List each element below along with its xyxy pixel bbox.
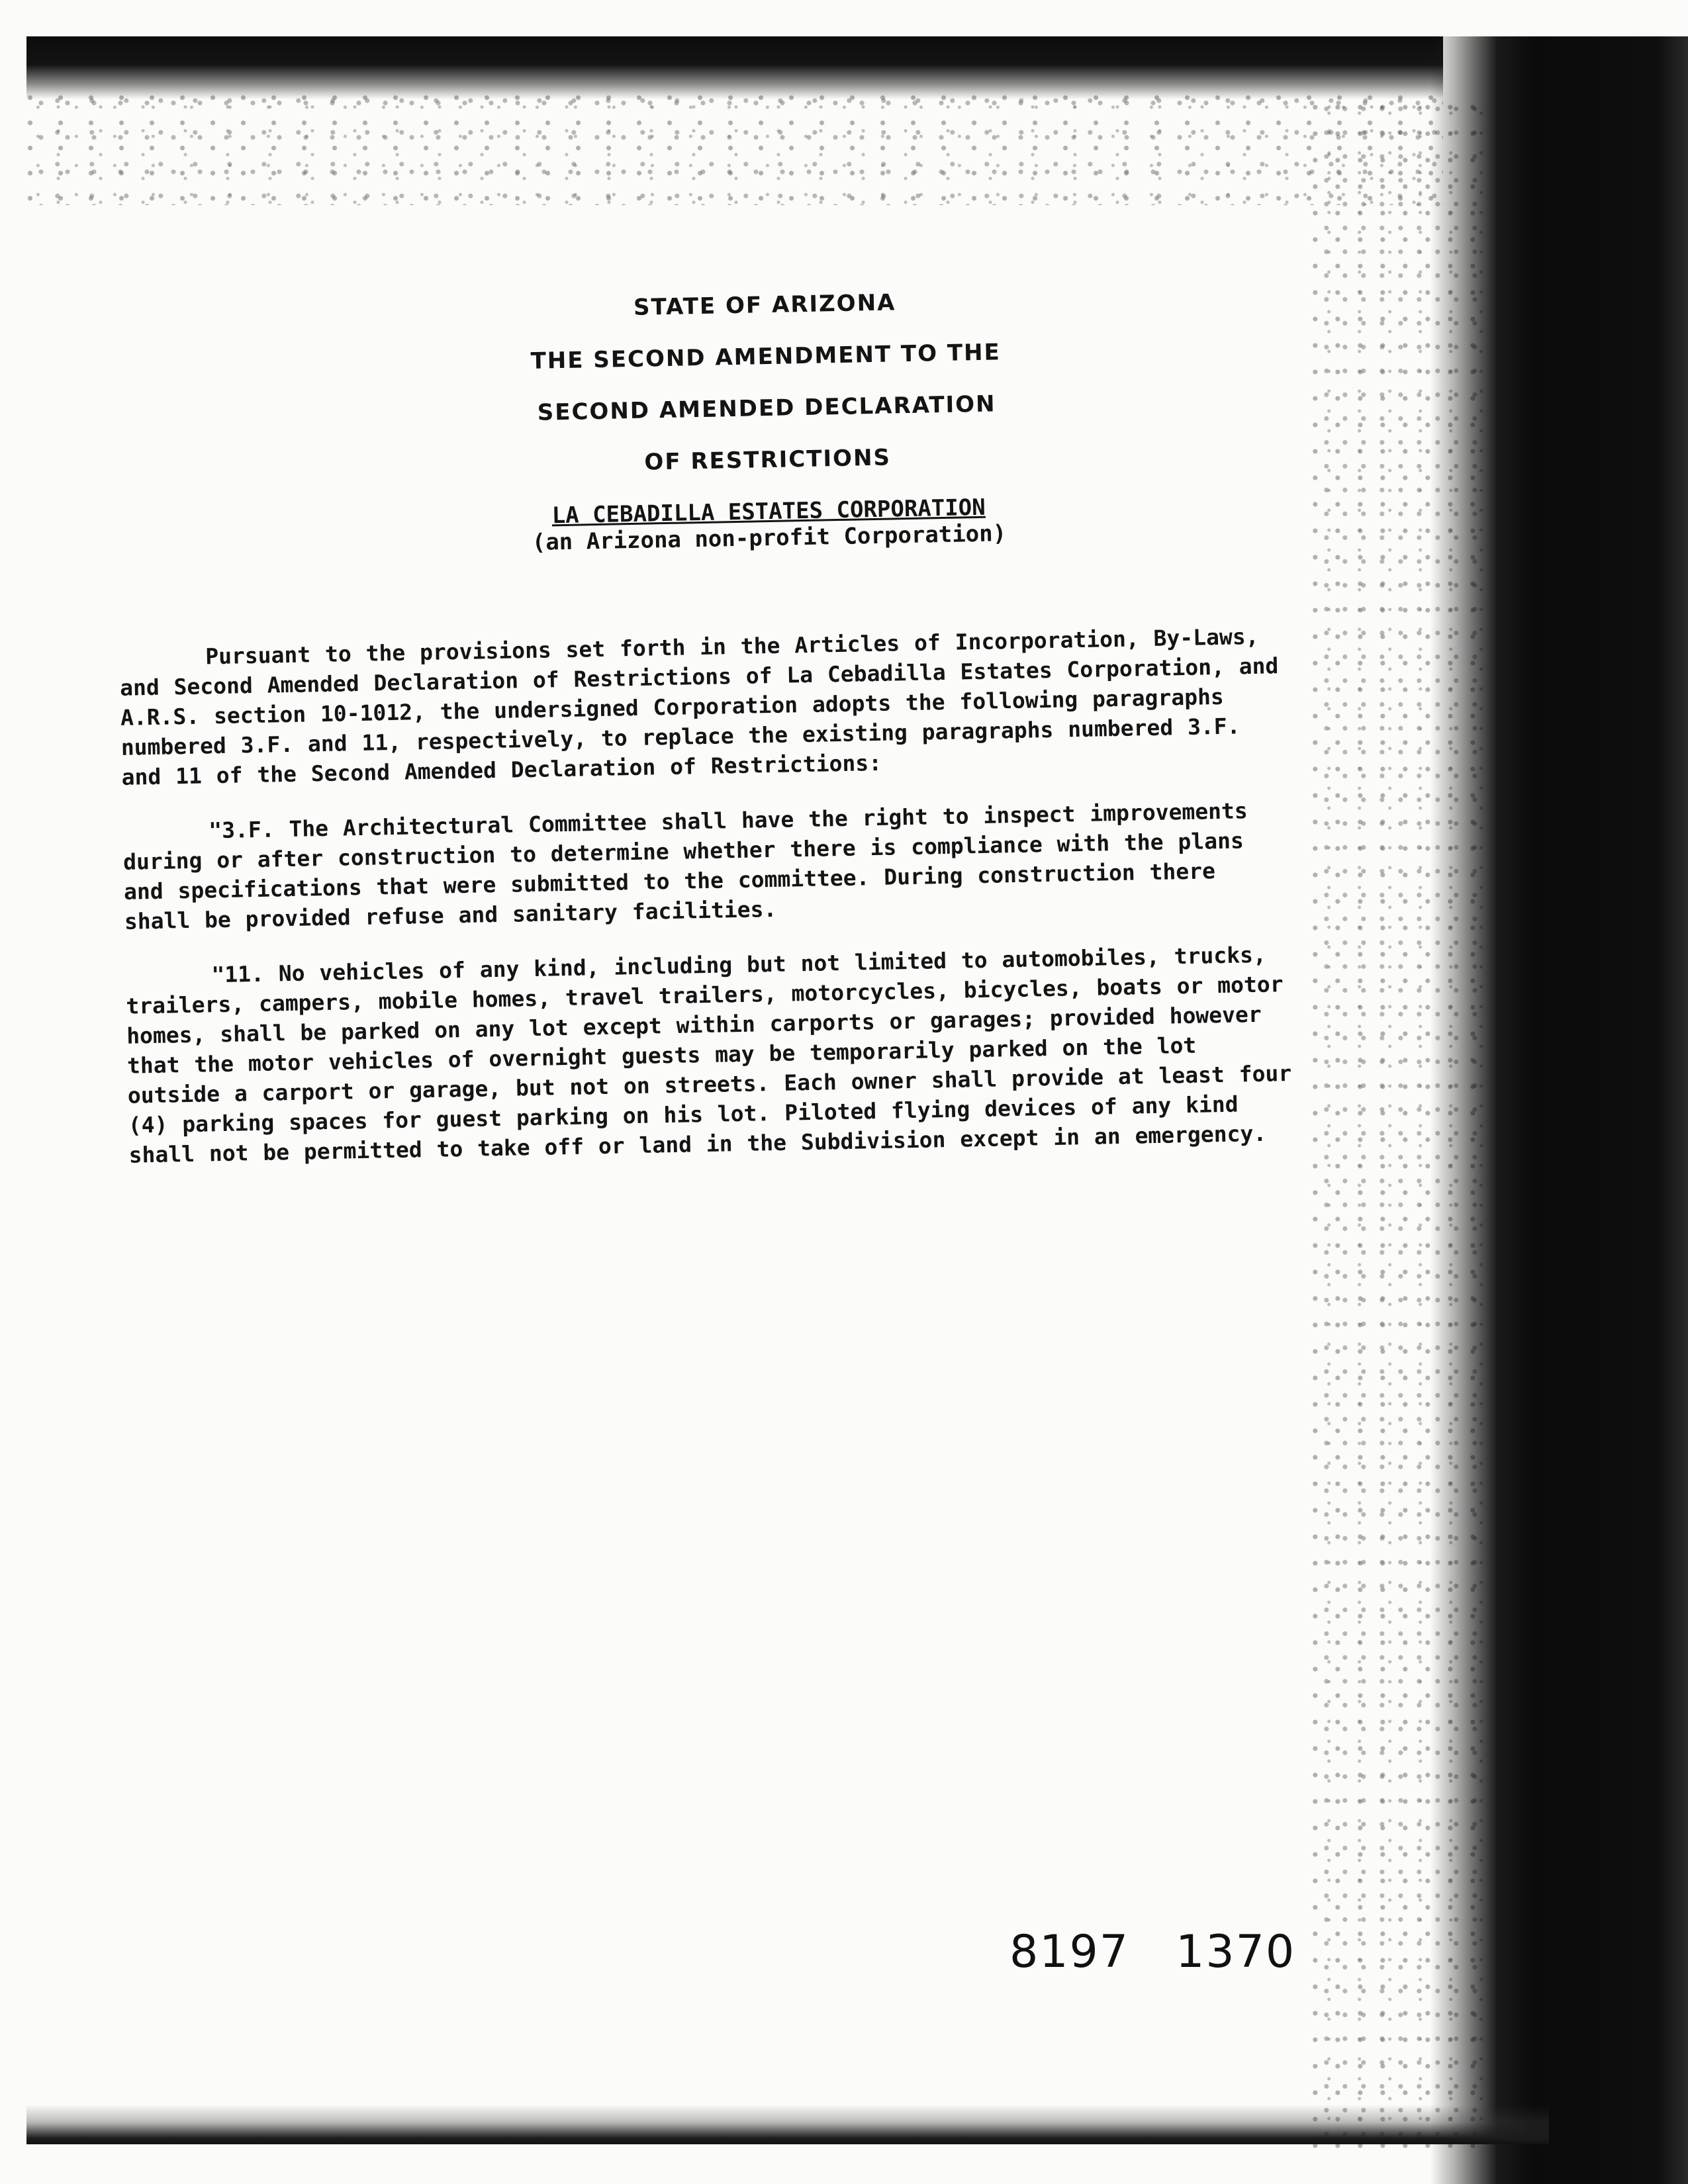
heading-state: STATE OF ARIZONA (633, 289, 896, 321)
corporation-name: LA CEBADILLA ESTATES CORPORATION (551, 494, 986, 529)
corporation-subtitle: (an Arizona non-profit Corporation) (532, 520, 1007, 556)
recording-page-number: 1370 (1176, 1926, 1296, 1978)
heading-title-line-3: OF RESTRICTIONS (644, 444, 892, 476)
document-content (113, 281, 1360, 1195)
recording-book-number: 8197 (1009, 1926, 1130, 1978)
paragraph-3f: "3.F. The Architectural Committee shall have the right to inspect improvements during or after construction to determine whether there is compliance with the plans and specifications that were submitted to the committee. During construction there shall be provided refuse and sanitary facilities. (122, 797, 1248, 934)
heading-title-line-2: SECOND AMENDED DECLARATION (537, 390, 996, 426)
scan-shadow-bottom (26, 2105, 1549, 2144)
scan-shadow-top (26, 36, 1443, 99)
recording-reference (1009, 1926, 1295, 1978)
paragraph-11: "11. No vehicles of any kind, including but not limited to automobiles, trucks, trailers, campers, mobile homes, travel trailers, motorcycles, bicycles, boats or motor homes, shall be parked on any lot except within carports or garages; provided however that the motor vehicles of overnight guests may be temporarily parked on the lot outside a carport or garage, but not on streets. Each owner shall provide at least four (4) parking spaces for guest parking on his lot. Piloted flying devices of any kind shall not be permitted to take off or land in the Subdivision except in an emergency. (125, 941, 1292, 1168)
scan-noise-top (26, 93, 1443, 205)
intro-paragraph: Pursuant to the provisions set forth in the Articles of Incorporation, By-Laws, and Second Amended Declaration of Restrictions of La Cebadilla Estates Corporation, and A.R.S. section 10-1012, the undersigned Corporation adopts the following paragraphs numbered 3.F. and 11, respectively, to replace the existing paragraphs numbered 3.F. and 11 of the Second Amended Declaration of Restrictions: (119, 623, 1279, 790)
heading-title-line-1: THE SECOND AMENDMENT TO THE (530, 339, 1002, 375)
